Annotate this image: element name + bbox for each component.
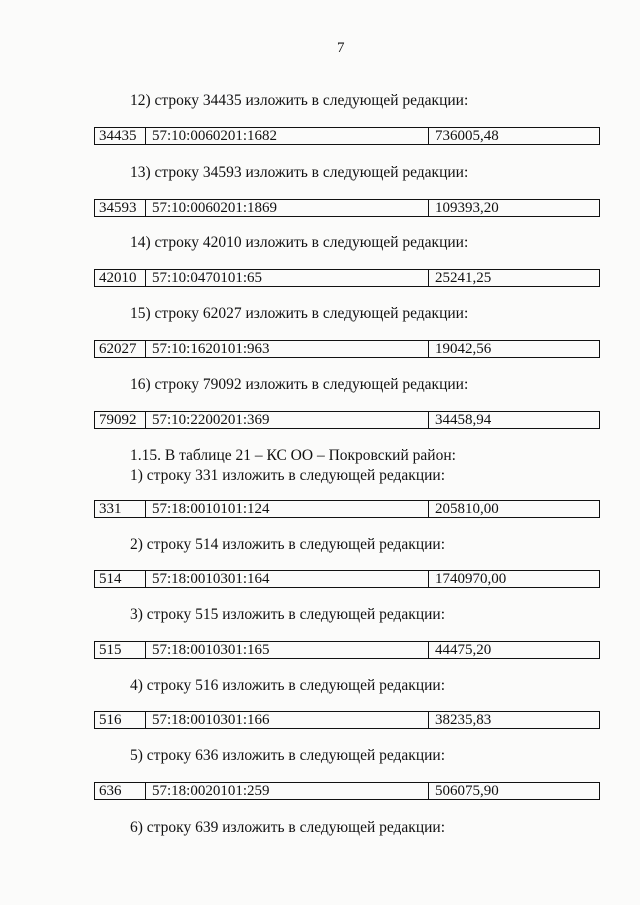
cadastral-number: 57:18:0010301:165 [146, 642, 429, 658]
cadastral-number: 57:10:2200201:369 [146, 412, 429, 428]
row-number: 516 [95, 712, 146, 728]
section-intro: 4) строку 516 изложить в следующей редакции: [130, 677, 446, 694]
section-intro: 13) строку 34593 изложить в следующей редакции: [130, 164, 469, 181]
table-row [94, 340, 600, 358]
row-number: 42010 [95, 270, 146, 286]
cadastral-value: 25241,25 [435, 270, 492, 286]
table-row [94, 411, 600, 429]
section-intro: 15) строку 62027 изложить в следующей редакции: [130, 305, 469, 322]
cadastral-value: 19042,56 [435, 341, 492, 357]
section-intro: 1) строку 331 изложить в следующей редакции: [130, 467, 446, 484]
table-row [94, 127, 600, 145]
row-number: 34435 [95, 128, 146, 144]
row-number: 331 [95, 501, 146, 517]
cadastral-value: 736005,48 [435, 128, 499, 144]
table-row [94, 782, 600, 800]
cadastral-value: 38235,83 [435, 712, 492, 728]
row-number: 515 [95, 642, 146, 658]
section-intro: 12) строку 34435 изложить в следующей редакции: [130, 92, 469, 109]
cadastral-value: 205810,00 [435, 501, 499, 517]
page-number: 7 [337, 40, 345, 56]
cadastral-number: 57:18:0010101:124 [146, 501, 429, 517]
table-row [94, 711, 600, 729]
table-row [94, 199, 600, 217]
row-number: 514 [95, 571, 146, 587]
section-intro: 16) строку 79092 изложить в следующей редакции: [130, 376, 469, 393]
cadastral-value: 1740970,00 [435, 571, 507, 587]
row-number: 62027 [95, 341, 146, 357]
section-intro: 14) строку 42010 изложить в следующей редакции: [130, 234, 469, 251]
table-row [94, 269, 600, 287]
table-row [94, 570, 600, 588]
cadastral-number: 57:18:0020101:259 [146, 783, 429, 799]
cadastral-number: 57:18:0010301:166 [146, 712, 429, 728]
section-intro: 3) строку 515 изложить в следующей редакции: [130, 606, 446, 623]
cadastral-value: 506075,90 [435, 783, 499, 799]
cadastral-number: 57:10:1620101:963 [146, 341, 429, 357]
cadastral-value: 44475,20 [435, 642, 492, 658]
cadastral-number: 57:10:0060201:1682 [146, 128, 429, 144]
table-row [94, 500, 600, 518]
row-number: 79092 [95, 412, 146, 428]
section-intro: 2) строку 514 изложить в следующей редакции: [130, 536, 446, 553]
table-row [94, 641, 600, 659]
section-heading: 1.15. В таблице 21 – КС ОО – Покровский район: [130, 447, 456, 464]
cadastral-value: 109393,20 [435, 200, 499, 216]
cadastral-number: 57:10:0060201:1869 [146, 200, 429, 216]
section-intro: 5) строку 636 изложить в следующей редакции: [130, 747, 446, 764]
cadastral-number: 57:18:0010301:164 [146, 571, 429, 587]
cadastral-number: 57:10:0470101:65 [146, 270, 429, 286]
section-intro: 6) строку 639 изложить в следующей редакции: [130, 819, 446, 836]
row-number: 34593 [95, 200, 146, 216]
cadastral-value: 34458,94 [435, 412, 492, 428]
row-number: 636 [95, 783, 146, 799]
